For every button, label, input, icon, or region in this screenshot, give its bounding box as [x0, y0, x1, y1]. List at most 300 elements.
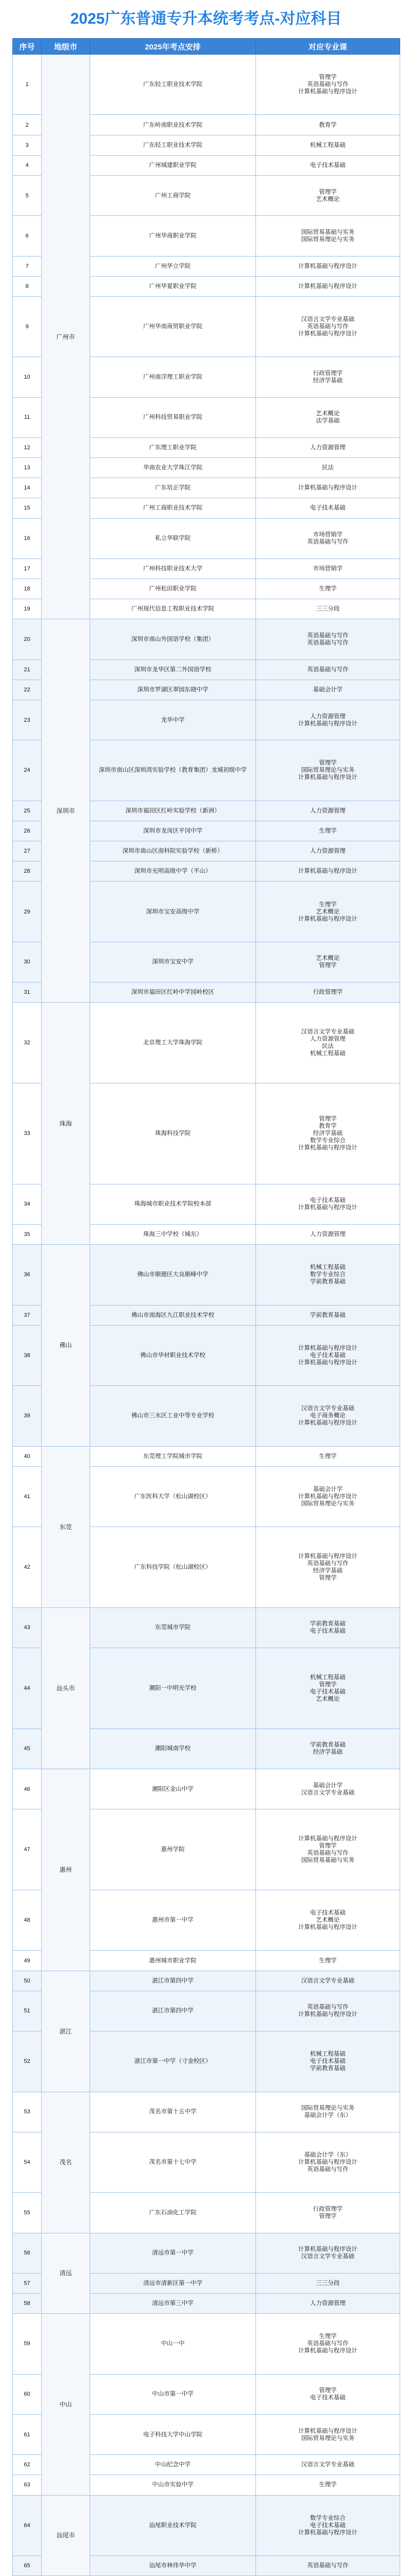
school-cell: 湛江市第四中学 [90, 1991, 256, 2031]
subject-item: 市场营销学 [313, 532, 343, 538]
subject-item: 三三分段 [316, 606, 340, 613]
subject-item: 艺术概论 [316, 955, 340, 962]
subjects-cell [256, 296, 400, 357]
subjects-cell [256, 518, 400, 558]
subject-item: 国际贸易基础与实务 [301, 229, 355, 235]
city-cell: 茂名 [42, 2092, 90, 2233]
subject-item: 行政管理学 [313, 370, 343, 377]
row-number: 40 [13, 1446, 42, 1466]
school-cell: 深圳市南山区深圳湾实验学校（教育集团）龙城初级中学 [90, 740, 256, 801]
city-cell: 湛江 [42, 1971, 90, 2092]
row-number: 60 [13, 2374, 42, 2414]
subjects-cell [256, 1184, 400, 1224]
subject-item: 英语基础与写作 [307, 2004, 349, 2011]
subject-item: 汉语言文学专业基础 [301, 316, 355, 323]
header-row [13, 39, 400, 55]
table-row [13, 2092, 400, 2132]
subjects-cell [256, 558, 400, 579]
school-cell: 华南农业大学珠江学院 [90, 458, 256, 478]
school-cell: 中山纪念中学 [90, 2455, 256, 2475]
subject-item: 法学基础 [316, 418, 340, 425]
subjects-cell [256, 276, 400, 296]
subject-item: 数学专业综合 [310, 2515, 346, 2521]
subject-item: 机械工程基础 [310, 2051, 346, 2058]
subject-item: 英语基础与写作 [307, 324, 349, 330]
subject-item: 经济学基础 [313, 1568, 343, 1574]
subject-item: 生理学 [319, 586, 337, 592]
row-number: 53 [13, 2092, 42, 2132]
row-number: 65 [13, 2556, 42, 2576]
subject-item: 国际贸易基础与实务 [301, 1857, 355, 1864]
row-number: 29 [13, 882, 42, 942]
table-row [13, 2495, 400, 2555]
school-cell: 广东培正学院 [90, 478, 256, 498]
table-body [13, 55, 400, 2576]
subjects-cell [256, 1305, 400, 1325]
row-number: 55 [13, 2193, 42, 2233]
school-cell: 汕尾职业技术学院 [90, 2495, 256, 2555]
subjects-cell [256, 2495, 400, 2555]
subjects-cell [256, 2031, 400, 2092]
subject-item: 学前教育基础 [310, 1279, 346, 1285]
subjects-cell [256, 1951, 400, 1971]
subject-item: 艺术概论 [316, 196, 340, 202]
subjects-cell [256, 1890, 400, 1950]
row-number: 27 [13, 841, 42, 861]
row-number: 25 [13, 801, 42, 821]
subject-item: 人力资源管理 [310, 1036, 346, 1043]
row-number: 3 [13, 135, 42, 155]
row-number: 2 [13, 115, 42, 135]
subject-item: 计算机基础与程序设计 [298, 774, 357, 781]
row-number: 24 [13, 740, 42, 801]
school-cell: 广东科技学院（松山湖校区） [90, 1527, 256, 1608]
school-cell: 广州科技贸易职业学院 [90, 397, 256, 437]
school-cell: 佛山市三水区工业中等专业学校 [90, 1386, 256, 1446]
subject-item: 艺术概论 [316, 1917, 340, 1924]
city-cell: 汕尾市 [42, 2495, 90, 2576]
subject-item: 生理学 [319, 901, 337, 908]
subjects-cell [256, 619, 400, 659]
subjects-cell [256, 2193, 400, 2233]
row-number: 26 [13, 821, 42, 841]
table-row [13, 1971, 400, 1991]
city-cell: 佛山 [42, 1245, 90, 1447]
school-cell: 茂名市第十五中学 [90, 2092, 256, 2132]
subjects-cell [256, 1386, 400, 1446]
school-cell: 广东石油化工学院 [90, 2193, 256, 2233]
subject-item: 人力资源管理 [310, 2300, 346, 2307]
subjects-cell [256, 1971, 400, 1991]
row-number: 49 [13, 1951, 42, 1971]
school-cell: 广东轻工职业技术学院 [90, 135, 256, 155]
subjects-cell [256, 1083, 400, 1184]
subjects-cell [256, 135, 400, 155]
subject-item: 机械工程基础 [310, 142, 346, 148]
row-number: 14 [13, 478, 42, 498]
subject-item: 学前教育基础 [310, 2065, 346, 2072]
city-cell: 惠州 [42, 1769, 90, 1971]
subjects-cell [256, 175, 400, 215]
city-cell: 深圳市 [42, 619, 90, 1003]
subjects-cell [256, 498, 400, 518]
subjects-cell [256, 680, 400, 700]
subject-item: 计算机基础与程序设计 [298, 868, 357, 875]
subject-item: 汉语言文学专业基础 [301, 1789, 355, 1796]
row-number: 58 [13, 2294, 42, 2314]
school-cell: 龙华中学 [90, 700, 256, 740]
row-number: 11 [13, 397, 42, 437]
exam-site-table [12, 38, 400, 2576]
school-cell: 广州华立学院 [90, 256, 256, 276]
school-cell: 中山市第一中学 [90, 2374, 256, 2414]
school-cell: 惠州市第一中学 [90, 1890, 256, 1950]
subject-item: 英语基础与写作 [307, 639, 349, 646]
subject-item: 国际贸易理论与实务 [301, 236, 355, 243]
subject-item: 计算机基础与程序设计 [298, 1205, 357, 1211]
header-city: 地级市 [42, 39, 90, 55]
subject-item: 生理学 [319, 1957, 337, 1964]
row-number: 62 [13, 2455, 42, 2475]
row-number: 57 [13, 2273, 42, 2293]
subject-item: 基础会计学 [313, 1782, 343, 1789]
subject-item: 基础会计学（东） [304, 2152, 352, 2159]
subjects-cell [256, 2475, 400, 2495]
row-number: 10 [13, 357, 42, 397]
subject-item: 管理学 [319, 2213, 337, 2219]
subject-item: 生理学 [319, 2333, 337, 2340]
row-number: 13 [13, 458, 42, 478]
subject-item: 民法 [322, 465, 334, 471]
subject-item: 英语基础与写作 [307, 2166, 349, 2173]
school-cell: 电子科技大学中山学院 [90, 2414, 256, 2454]
table-row [13, 1245, 400, 1305]
school-cell: 珠海三中学校（城东） [90, 1224, 256, 1244]
subject-item: 英语基础与写作 [307, 2341, 349, 2347]
school-cell: 佛山市华材职业技术学校 [90, 1325, 256, 1385]
subject-item: 英语基础与写作 [307, 1850, 349, 1857]
row-number: 12 [13, 437, 42, 457]
subject-item: 管理学 [319, 1575, 337, 1582]
subject-item: 电子技术基础 [310, 2395, 346, 2401]
subject-item: 生理学 [319, 1453, 337, 1460]
subject-item: 计算机基础与程序设计 [298, 1145, 357, 1151]
table-row [13, 2233, 400, 2273]
row-number: 42 [13, 1527, 42, 1608]
row-number: 35 [13, 1224, 42, 1244]
subjects-cell [256, 478, 400, 498]
subjects-cell [256, 2294, 400, 2314]
table-row [13, 1003, 400, 1083]
subject-item: 计算机基础与程序设计 [298, 916, 357, 922]
subject-item: 计算机基础与程序设计 [298, 89, 357, 95]
school-cell: 佛山市顺德区大良顺峰中学 [90, 1245, 256, 1305]
school-cell: 湛江市第四中学 [90, 1971, 256, 1991]
subjects-cell [256, 942, 400, 982]
row-number: 20 [13, 619, 42, 659]
school-cell: 北京理工大学珠海学院 [90, 1003, 256, 1083]
subject-item: 计算机基础与程序设计 [298, 1494, 357, 1500]
row-number: 59 [13, 2314, 42, 2374]
subject-item: 英语基础与写作 [307, 666, 349, 673]
row-number: 5 [13, 175, 42, 215]
school-cell: 深圳市罗湖区翠园东晓中学 [90, 680, 256, 700]
subject-item: 机械工程基础 [310, 1050, 346, 1057]
school-cell: 广州华夏职业学院 [90, 276, 256, 296]
subject-item: 计算机基础与程序设计 [298, 2348, 357, 2354]
table-header [13, 39, 400, 55]
school-cell: 中山市实验中学 [90, 2475, 256, 2495]
subject-item: 英语基础与写作 [307, 1561, 349, 1567]
subjects-cell [256, 2374, 400, 2414]
subject-item: 电子技术基础 [310, 1352, 346, 1359]
subject-item: 计算机基础与程序设计 [298, 263, 357, 269]
row-number: 48 [13, 1890, 42, 1950]
subjects-cell [256, 2414, 400, 2454]
city-cell: 中山 [42, 2314, 90, 2495]
subject-item: 电子技术基础 [310, 505, 346, 512]
subjects-cell [256, 1466, 400, 1527]
row-number: 15 [13, 498, 42, 518]
subjects-cell [256, 397, 400, 437]
city-cell: 清远 [42, 2233, 90, 2314]
row-number: 21 [13, 659, 42, 680]
school-cell: 私立华联学院 [90, 518, 256, 558]
subject-item: 电子商务概论 [310, 1413, 346, 1419]
row-number: 22 [13, 680, 42, 700]
school-cell: 广州城建职业学院 [90, 155, 256, 175]
school-cell: 广州华商职业学院 [90, 216, 256, 256]
school-cell: 广州工商学院 [90, 175, 256, 215]
subject-item: 学前教育基础 [310, 1621, 346, 1628]
row-number: 50 [13, 1971, 42, 1991]
subjects-cell [256, 1446, 400, 1466]
school-cell: 清远市第三中学 [90, 2294, 256, 2314]
header-subjects: 对应专业课 [256, 39, 400, 55]
subject-item: 生理学 [319, 2482, 337, 2488]
subject-item: 管理学 [319, 74, 337, 81]
subject-item: 人力资源管理 [310, 807, 346, 814]
school-cell: 潮阳城南学校 [90, 1728, 256, 1769]
subjects-cell [256, 1728, 400, 1769]
school-cell: 深圳市龙岗区平冈中学 [90, 821, 256, 841]
subject-item: 计算机基础与程序设计 [298, 1924, 357, 1931]
subject-item: 计算机基础与程序设计 [298, 1553, 357, 1560]
school-cell: 广东理工职业学院 [90, 437, 256, 457]
table-row [13, 1769, 400, 1809]
subject-item: 行政管理学 [313, 2206, 343, 2212]
subjects-cell [256, 1809, 400, 1890]
subject-item: 计算机基础与程序设计 [298, 720, 357, 727]
row-number: 46 [13, 1769, 42, 1809]
school-cell: 深圳市龙华区第二外国语学校 [90, 659, 256, 680]
subjects-cell [256, 2314, 400, 2374]
subject-item: 艺术概论 [316, 411, 340, 417]
school-cell: 汕尾市林伟华中学 [90, 2556, 256, 2576]
row-number: 7 [13, 256, 42, 276]
subject-item: 汉语言文学专业基础 [301, 1029, 355, 1036]
row-number: 16 [13, 518, 42, 558]
row-number: 38 [13, 1325, 42, 1385]
row-number: 32 [13, 1003, 42, 1083]
subject-item: 数学专业综合 [310, 1138, 346, 1144]
subject-item: 管理学 [319, 1843, 337, 1850]
subject-item: 电子技术基础 [310, 1688, 346, 1695]
subject-item: 英语基础与写作 [307, 632, 349, 639]
row-number: 54 [13, 2132, 42, 2192]
school-cell: 深圳市福田区红岭中学园岭校区 [90, 982, 256, 1003]
table-row [13, 619, 400, 659]
subjects-cell [256, 2092, 400, 2132]
subject-item: 机械工程基础 [310, 1674, 346, 1681]
subject-item: 汉语言文学专业基础 [301, 2462, 355, 2468]
subject-item: 基础会计学 [313, 1486, 343, 1493]
subjects-cell [256, 2455, 400, 2475]
row-number: 28 [13, 861, 42, 882]
city-cell: 珠海 [42, 1003, 90, 1245]
school-cell: 深圳市南山外国语学校（集团） [90, 619, 256, 659]
subjects-cell [256, 740, 400, 801]
school-cell: 东莞理工学院城市学院 [90, 1446, 256, 1466]
row-number: 43 [13, 1607, 42, 1648]
header-no: 序号 [13, 39, 42, 55]
subjects-cell [256, 155, 400, 175]
row-number: 44 [13, 1648, 42, 1729]
school-cell: 广州华南商贸职业学院 [90, 296, 256, 357]
subject-item: 教育学 [319, 1123, 337, 1130]
subject-item: 管理学 [319, 2387, 337, 2394]
school-cell: 深圳市南山区南科院实验学校（新桥） [90, 841, 256, 861]
row-number: 52 [13, 2031, 42, 2092]
row-number: 64 [13, 2495, 42, 2555]
subjects-cell [256, 1003, 400, 1083]
row-number: 45 [13, 1728, 42, 1769]
subjects-cell [256, 1607, 400, 1648]
subjects-cell [256, 1769, 400, 1809]
subjects-cell [256, 700, 400, 740]
school-cell: 广州南洋理工职业学院 [90, 357, 256, 397]
subjects-cell [256, 579, 400, 599]
page-title: 2025广东普通专升本统考考点-对应科目 [70, 10, 342, 27]
subject-item: 计算机基础与程序设计 [298, 1836, 357, 1842]
subjects-cell [256, 841, 400, 861]
subjects-cell [256, 2556, 400, 2576]
table-row [13, 2314, 400, 2374]
subjects-cell [256, 1325, 400, 1385]
school-cell: 广东医科大学（松山湖校区） [90, 1466, 256, 1527]
row-number: 8 [13, 276, 42, 296]
subject-item: 电子技术基础 [310, 1628, 346, 1635]
subjects-cell [256, 659, 400, 680]
subject-item: 管理学 [319, 1116, 337, 1123]
row-number: 1 [13, 55, 42, 115]
subjects-cell [256, 2132, 400, 2192]
subject-item: 计算机基础与程序设计 [298, 2529, 357, 2536]
subject-item: 管理学 [319, 1681, 337, 1688]
subject-item: 电子技术基础 [310, 2058, 346, 2065]
subjects-cell [256, 982, 400, 1003]
subject-item: 管理学 [319, 962, 337, 969]
subject-item: 英语基础与写作 [307, 2563, 349, 2569]
school-cell: 广州科技职业技术大学 [90, 558, 256, 579]
school-cell: 惠州城市职业学院 [90, 1951, 256, 1971]
subject-item: 学前教育基础 [310, 1312, 346, 1318]
subject-item: 计算机基础与程序设计 [298, 1359, 357, 1366]
subjects-cell [256, 115, 400, 135]
subjects-cell [256, 216, 400, 256]
row-number: 37 [13, 1305, 42, 1325]
school-cell: 广州松田职业学院 [90, 579, 256, 599]
subject-item: 汉语言文学专业基础 [301, 2253, 355, 2260]
subject-item: 行政管理学 [313, 989, 343, 996]
subject-item: 经济学基础 [313, 1130, 343, 1137]
subjects-cell [256, 882, 400, 942]
school-cell: 潮阳区金山中学 [90, 1769, 256, 1809]
row-number: 56 [13, 2233, 42, 2273]
city-cell: 东莞 [42, 1446, 90, 1607]
subject-item: 计算机基础与程序设计 [298, 331, 357, 337]
school-cell: 广州工商职业技术学院 [90, 498, 256, 518]
subjects-cell [256, 2273, 400, 2293]
subject-item: 艺术概论 [316, 1696, 340, 1702]
subject-item: 市场营销学 [313, 565, 343, 572]
school-cell: 深圳市光明高级中学（平山） [90, 861, 256, 882]
school-cell: 惠州学院 [90, 1809, 256, 1890]
subjects-cell [256, 2233, 400, 2273]
city-cell: 广州市 [42, 55, 90, 619]
row-number: 36 [13, 1245, 42, 1305]
subject-item: 管理学 [319, 760, 337, 767]
subject-item: 教育学 [319, 122, 337, 128]
table-row [13, 1446, 400, 1466]
school-cell: 东莞城市学院 [90, 1607, 256, 1648]
subjects-cell [256, 256, 400, 276]
subject-item: 计算机基础与程序设计 [298, 2428, 357, 2434]
subject-item: 人力资源管理 [310, 1231, 346, 1238]
row-number: 33 [13, 1083, 42, 1184]
subjects-cell [256, 55, 400, 115]
subjects-cell [256, 1527, 400, 1608]
subjects-cell [256, 458, 400, 478]
subject-item: 人力资源管理 [310, 713, 346, 720]
subject-item: 英语基础与写作 [307, 81, 349, 88]
city-cell: 汕头市 [42, 1607, 90, 1769]
school-cell: 佛山市南海区九江职业技术学校 [90, 1305, 256, 1325]
subject-item: 生理学 [319, 827, 337, 834]
school-cell: 广东轻工职业技术学院 [90, 55, 256, 115]
subjects-cell [256, 1245, 400, 1305]
subjects-cell [256, 437, 400, 457]
row-number: 41 [13, 1466, 42, 1527]
row-number: 47 [13, 1809, 42, 1890]
subject-item: 计算机基础与程序设计 [298, 1345, 357, 1351]
subject-item: 经济学基础 [313, 377, 343, 384]
subject-item: 国际贸易理论与实务 [301, 2435, 355, 2442]
school-cell: 湛江市第一中学（寸金校区） [90, 2031, 256, 2092]
school-cell: 清远市清新区第一中学 [90, 2273, 256, 2293]
subject-item: 民法 [322, 1043, 334, 1050]
subject-item: 计算机基础与程序设计 [298, 2011, 357, 2018]
subjects-cell [256, 1648, 400, 1729]
row-number: 63 [13, 2475, 42, 2495]
subject-item: 数学专业综合 [310, 1272, 346, 1278]
subject-item: 计算机基础与程序设计 [298, 1420, 357, 1427]
subject-item: 电子技术基础 [310, 1197, 346, 1204]
subject-item: 国际贸易理论与实务 [301, 767, 355, 774]
subject-item: 人力资源管理 [310, 444, 346, 451]
row-number: 31 [13, 982, 42, 1003]
subject-item: 三三分段 [316, 2280, 340, 2286]
